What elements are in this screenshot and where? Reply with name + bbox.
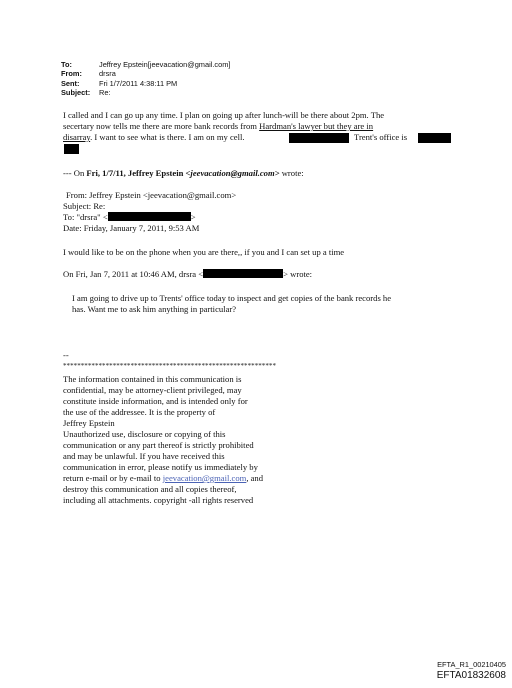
- to-value: Jeffrey Epstein[jeevacation@gmail.com]: [99, 60, 231, 69]
- disclaimer-line: and may be unlawful. If you have received this: [63, 451, 225, 461]
- footer-id-small: EFTA_R1_00210405: [437, 660, 506, 669]
- body-line-2b: Hardman's lawyer but they are in: [259, 121, 374, 131]
- disclaimer-line: the use of the addressee. It is the property of: [63, 407, 216, 417]
- redaction-box: [289, 133, 349, 143]
- quoted-to: [63, 212, 196, 223]
- redaction-box: [418, 133, 451, 143]
- second-quote-line-2: has. Want me to ask him anything in particular?: [72, 304, 237, 314]
- disclaimer-line: destroy this communication and all copies thereof,: [63, 484, 237, 494]
- from-label: From:: [61, 69, 82, 79]
- quoted-body: I would like to be on the phone when you are there,, if you and I can set up a time: [63, 247, 345, 257]
- body-line-2: [63, 121, 373, 132]
- quote-intro: [63, 168, 304, 179]
- body-line-2a: secertary now tells me there are more bank records from: [63, 121, 260, 131]
- disclaimer-line: constitute inside information, and is intended only for: [63, 396, 248, 406]
- quoted-subject: Subject: Re:: [63, 201, 106, 211]
- disclaimer-email-prefix: return e-mail or by e-mail to: [63, 473, 163, 483]
- header-subject-row: [61, 88, 230, 97]
- disclaimer-line-email: [63, 473, 263, 484]
- disclaimer-line: communication or any part thereof is strictly prohibited: [63, 440, 254, 450]
- quote-intro-prefix: --- On: [63, 168, 87, 178]
- redaction-box: [64, 144, 79, 154]
- quoted-to-suffix: >: [190, 212, 196, 222]
- header-from-row: [61, 69, 230, 78]
- subject-value: Re:: [99, 88, 111, 98]
- disclaimer-email-suffix: , and: [246, 473, 264, 483]
- body-line-1: I called and I can go up any time. I plan on going up after lunch-will be there about 2pm. The: [63, 110, 385, 120]
- sent-value: Fri 1/7/2011 4:38:11 PM: [99, 78, 178, 88]
- disclaimer-line: The information contained in this communication is: [63, 374, 242, 384]
- header-sent-row: [61, 79, 230, 88]
- disclaimer-line: communication in error, please notify us immediately by: [63, 462, 258, 472]
- signature-stars: ************************************************************: [63, 362, 276, 370]
- second-quote-suffix: > wrote:: [283, 269, 313, 279]
- second-quote-line-1: I am going to drive up to Trents' office today to inspect and get copies of the bank records he: [72, 293, 392, 303]
- body-line-3c: Trent's office is: [354, 132, 408, 142]
- quoted-date: Date: Friday, January 7, 2011, 9:53 AM: [63, 223, 200, 233]
- quoted-from: From: Jeffrey Epstein <jeevacation@gmail.com>: [66, 190, 237, 200]
- second-quote-prefix: On Fri, Jan 7, 2011 at 10:46 AM, drsra <: [63, 269, 204, 279]
- redaction-box: [203, 269, 283, 278]
- quote-intro-date: Fri, 1/7/11, Jeffrey Epstein: [86, 168, 186, 178]
- from-value: drsra: [99, 69, 116, 79]
- header-to-row: [61, 60, 230, 69]
- disclaimer-line: confidential, may be attorney-client privileged, may: [63, 385, 242, 395]
- body-line-3: [63, 132, 245, 143]
- quote-intro-suffix: wrote:: [279, 168, 304, 178]
- redaction-box: [108, 212, 191, 221]
- to-label: To:: [61, 60, 72, 69]
- disclaimer-line: Jeffrey Epstein: [63, 418, 115, 428]
- signature-dashes: --: [63, 350, 69, 360]
- subject-label: Subject:: [61, 88, 91, 98]
- quoted-to-prefix: To: "drsra" <: [63, 212, 108, 222]
- body-line-3a: disarray: [63, 132, 91, 142]
- second-quote-intro: [63, 269, 312, 280]
- disclaimer-line: including all attachments. copyright -all rights reserved: [63, 495, 254, 505]
- quote-intro-email: <jeevacation@gmail.com>: [185, 168, 280, 178]
- footer-id-large: EFTA01832608: [436, 670, 506, 681]
- sent-label: Sent:: [61, 78, 80, 88]
- disclaimer-line: Unauthorized use, disclosure or copying of this: [63, 429, 226, 439]
- email-link[interactable]: jeevacation@gmail.com: [162, 473, 247, 483]
- email-header: [61, 60, 230, 98]
- body-line-3b: . I want to see what is there. I am on my cell.: [90, 132, 245, 142]
